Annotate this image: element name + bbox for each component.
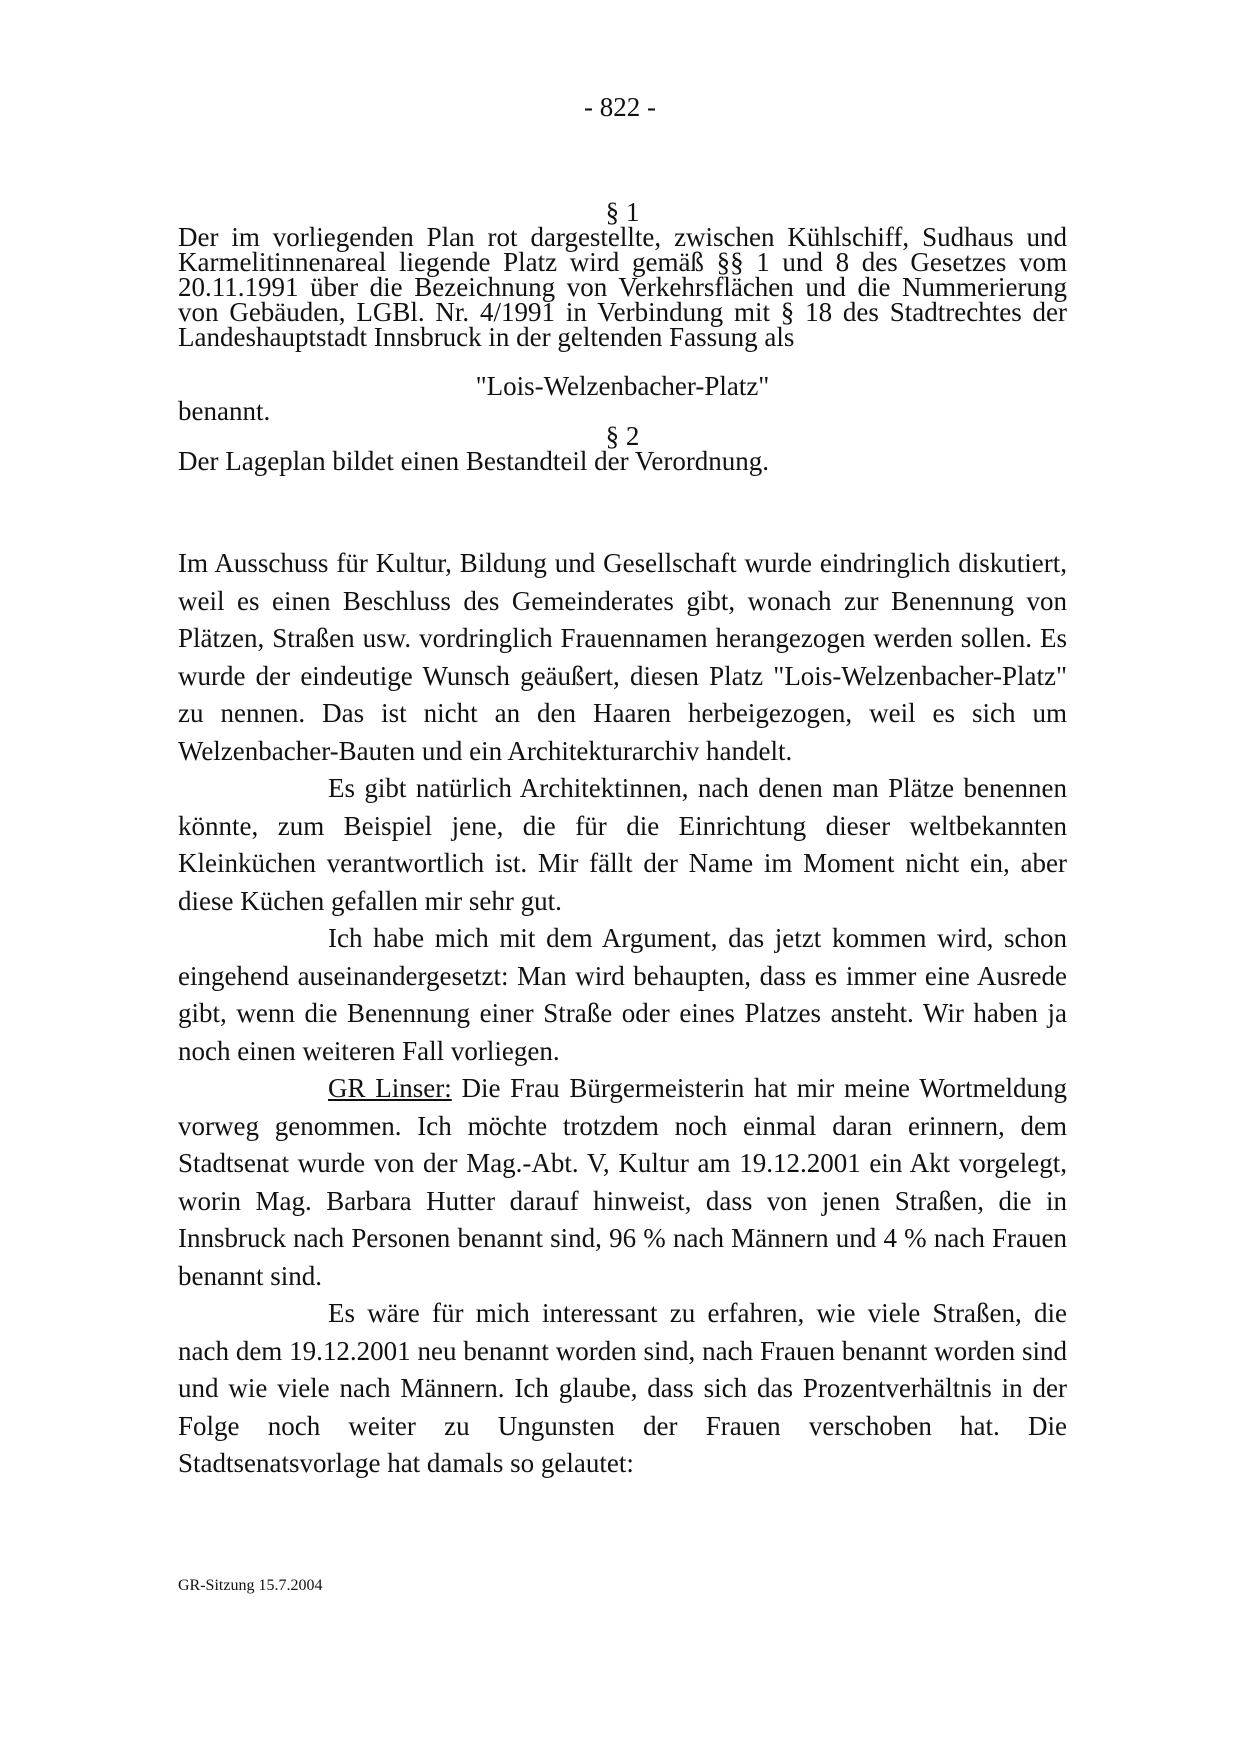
decree-block	[178, 197, 1067, 476]
named-text: benannt.	[178, 396, 271, 426]
paragraph-4-text: Die Frau Bürgermeisterin hat mir meine Wortmeldung vorweg genommen. Ich möchte trotzdem noch einmal daran erinnern, dem Stadtsenat wurde von der Mag.-Abt. V, Kultur am 19.12.2001 ein Akt vorgelegt, worin Mag. Barbara Hutter darauf hinweist, dass von jenen Straßen, die in Innsbruck nach Personen benannt sind, 96 % nach Männern und 4 % nach Frauen benannt sind.	[178, 1073, 1067, 1291]
paragraph-2: Es gibt natürlich Architektinnen, nach denen man Plätze benennen könnte, zum Beispiel jene, die für die Einrichtung dieser weltbekannten Kleinküchen verantwortlich ist. Mir fällt der Name im Moment nicht ein, aber diese Küchen gefallen mir sehr gut.	[178, 773, 1067, 916]
section-1-heading: § 1	[605, 197, 640, 227]
paragraph-5: Es wäre für mich interessant zu erfahren, wie viele Straßen, die nach dem 19.12.2001 neu benannt worden sind, nach Frauen benannt worden sind und wie viele nach Männern. Ich glaube, dass sich das Prozentverhältnis in der Folge noch weiter zu Ungunsten der Frauen verschoben hat. Die Stadtsenatsvorlage hat damals so gelautet:	[178, 1298, 1067, 1478]
place-name: "Lois-Welzenbacher-Platz"	[475, 371, 770, 401]
paragraph-3: Ich habe mich mit dem Argument, das jetzt kommen wird, schon eingehend auseinandergesetzt: Man wird behaupten, dass es immer eine Ausrede gibt, wenn die Benennung einer Straße oder eines Platzes ansteht. Wir haben ja noch einen weiteren Fall vorliegen.	[178, 923, 1067, 1066]
page-number: - 822 -	[584, 92, 656, 122]
paragraph-1: Im Ausschuss für Kultur, Bildung und Gesellschaft wurde eindringlich diskutiert, weil es einen Beschluss des Gemeinderates gibt, wonach zur Benennung von Plätzen, Straßen usw. vordringlich Frauennamen herangezogen werden sollen. Es wurde der eindeutige Wunsch geäußert, diesen Platz "Lois-Welzenbacher-Platz" zu nennen. Das ist nicht an den Haaren herbeigezogen, weil es sich um Welzenbacher-Bauten und ein Architekturarchiv handelt.	[178, 548, 1067, 766]
body-text	[178, 545, 1067, 1483]
speaker-name: GR Linser:	[328, 1073, 452, 1103]
paragraph-4	[178, 1070, 1067, 1295]
section-2-heading: § 2	[605, 421, 640, 451]
section-2-text: Der Lageplan bildet einen Bestandteil der Verordnung.	[178, 446, 770, 476]
section-1-text: Der im vorliegenden Plan rot dargestellte, zwischen Kühlschiff, Sudhaus und Karmelitinnenareal liegende Platz wird gemäß §§ 1 und 8 des Gesetzes vom 20.11.1991 über die Bezeichnung von Verkehrsflächen und die Nummerierung von Gebäuden, LGBl. Nr. 4/1991 in Verbindung mit § 18 des Stadtrechtes der Landeshauptstadt Innsbruck in der geltenden Fassung als	[178, 222, 1067, 352]
footer: GR-Sitzung 15.7.2004	[178, 1577, 323, 1594]
